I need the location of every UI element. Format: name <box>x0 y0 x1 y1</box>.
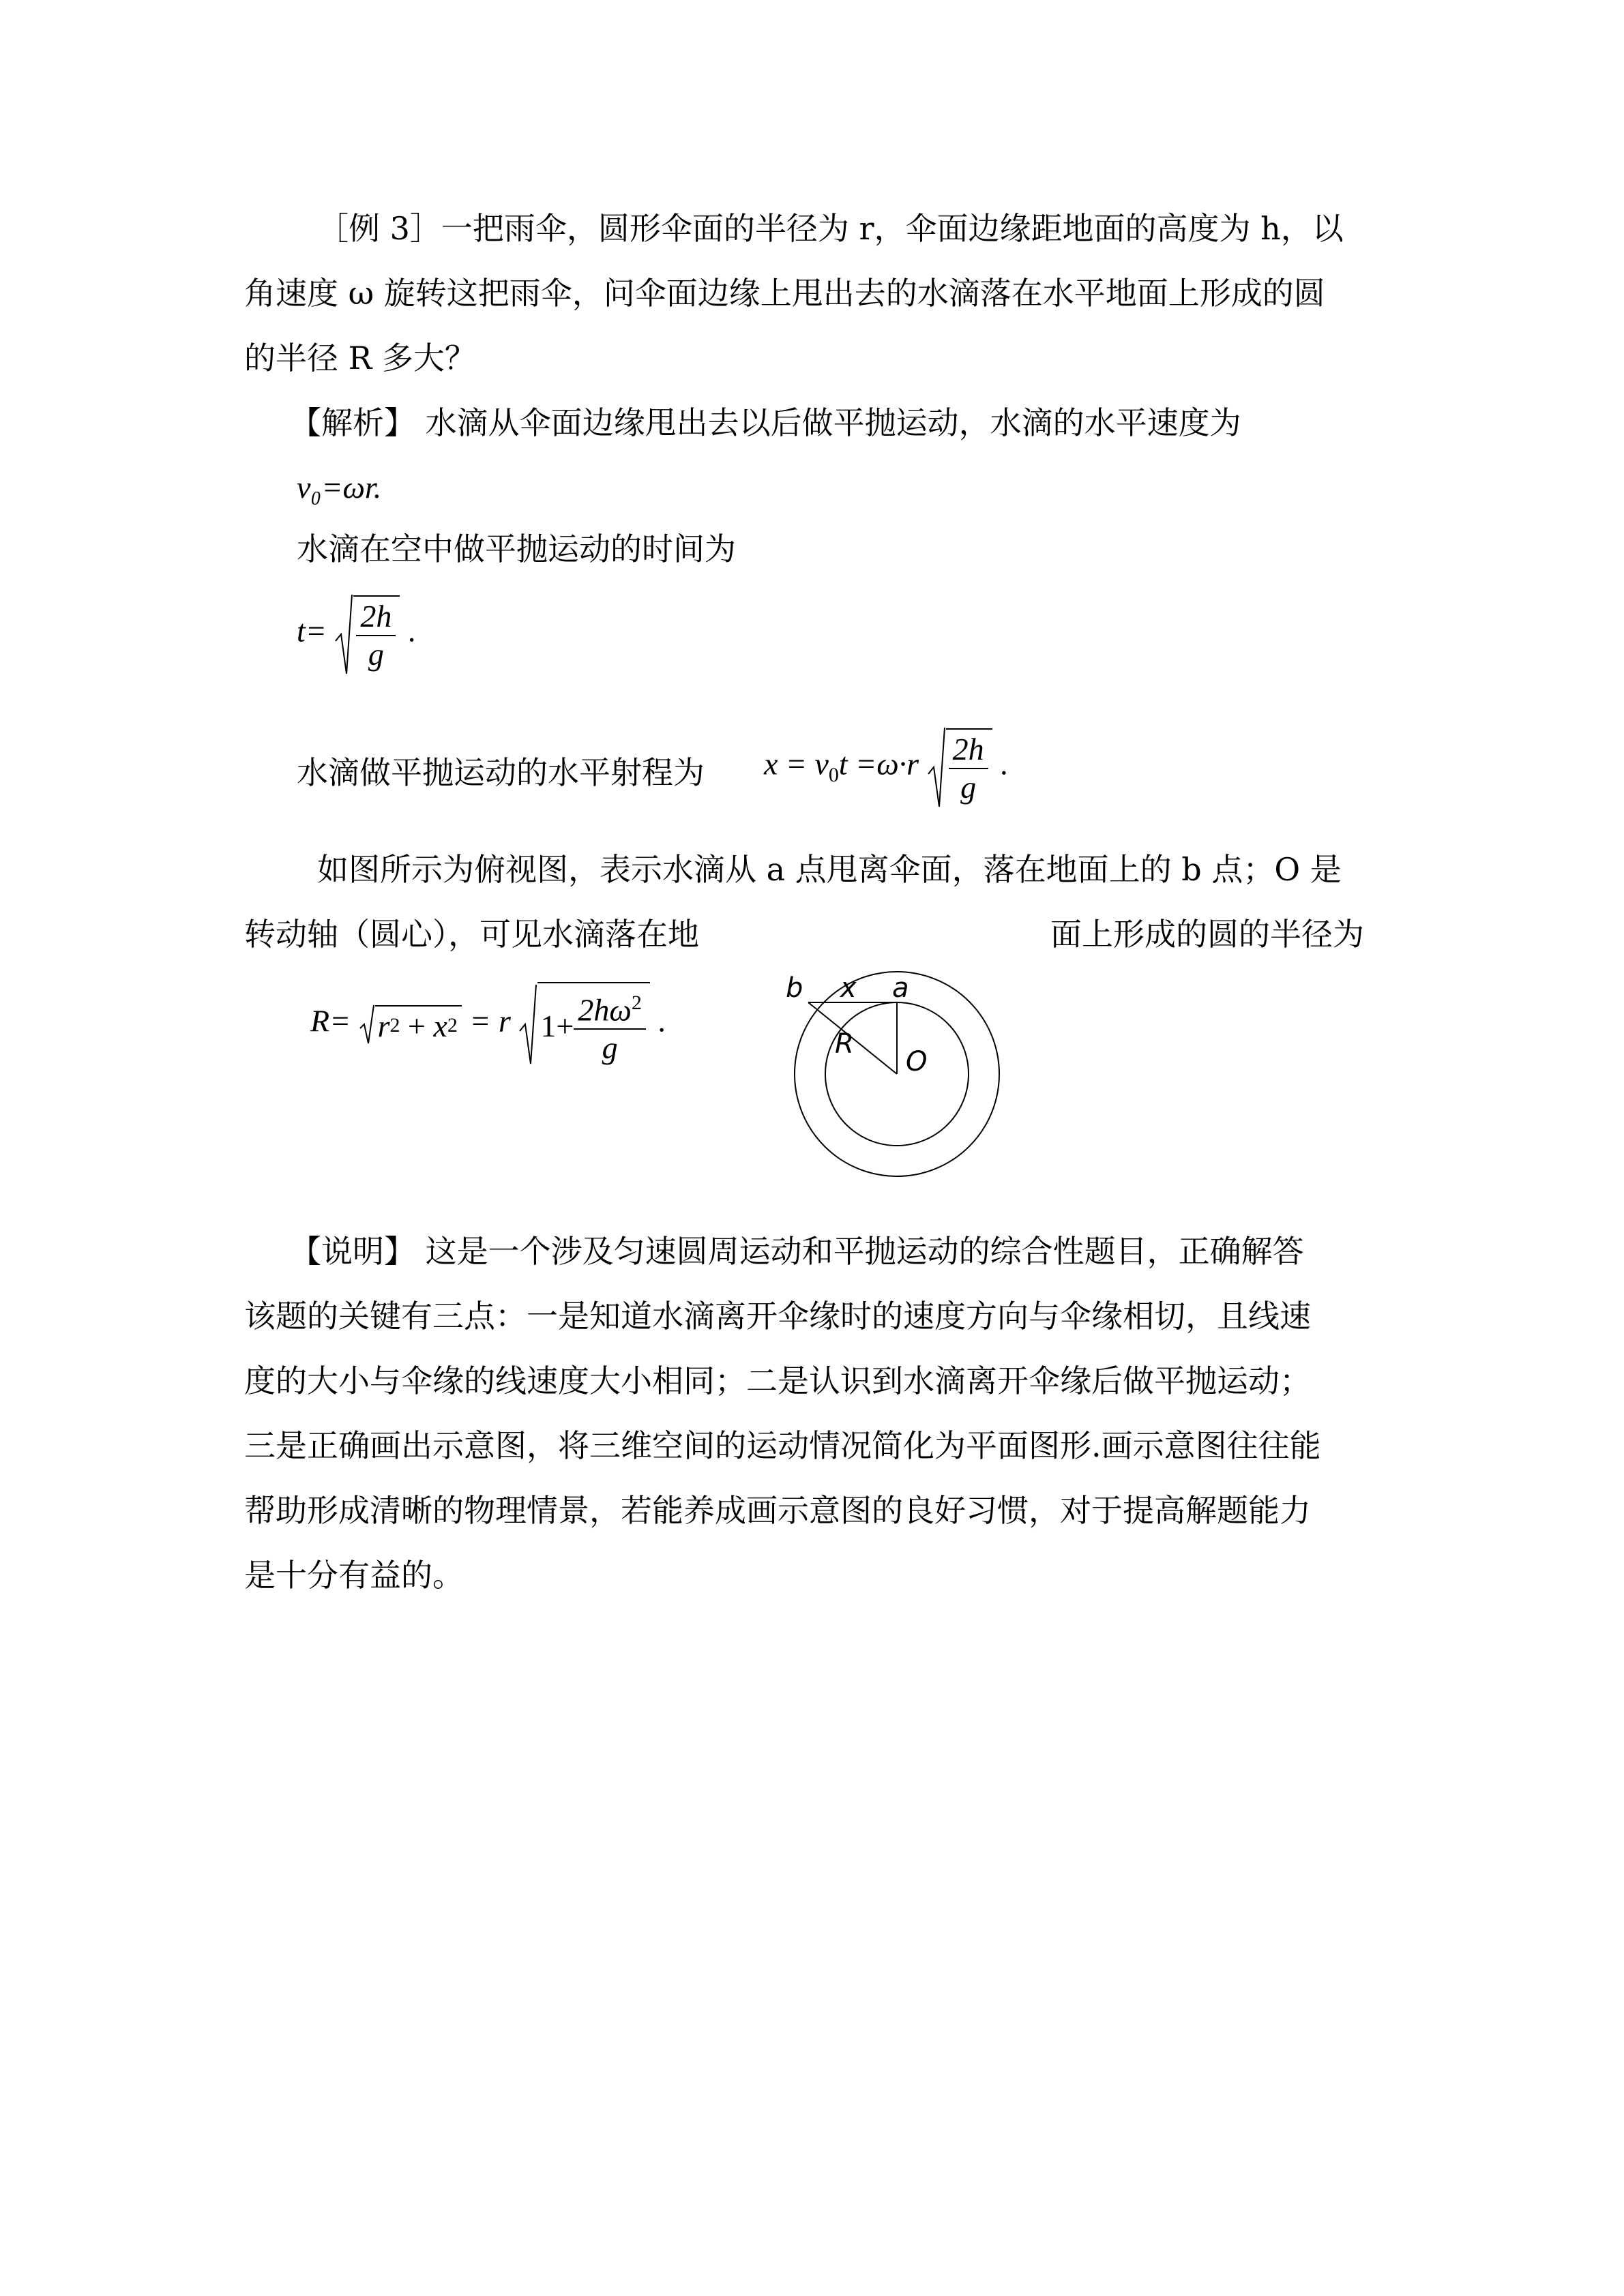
range-mid: t =ω·r <box>838 746 919 781</box>
radius-numerator: 2hω <box>578 992 632 1028</box>
radius-sqrt-2 <box>518 982 649 1067</box>
label-x: x <box>840 972 857 1004</box>
note-line-1: 【说明】 这是一个涉及匀速圆周运动和平抛运动的综合性题目，正确解答 <box>290 1233 1304 1270</box>
range-sub: 0 <box>828 763 839 786</box>
range-denominator: g <box>960 770 977 805</box>
radius-r: r <box>377 1008 390 1043</box>
range-period: . <box>1000 746 1008 781</box>
label-R: R <box>835 1028 854 1060</box>
time-denominator: g <box>368 637 384 672</box>
radius-period: . <box>658 1003 666 1039</box>
radius-x-exp: 2 <box>447 1014 458 1037</box>
radius-eq: = r <box>469 1003 511 1039</box>
range-text: 水滴做平抛运动的水平射程为 <box>297 754 705 791</box>
range-sqrt <box>927 726 992 808</box>
example-line-2: 角速度 ω 旋转这把雨伞，问伞面边缘上甩出去的水滴落在水平地面上形成的圆 <box>244 275 1325 312</box>
note-line-4: 三是正确画出示意图，将三维空间的运动情况简化为平面图形.画示意图往往能 <box>244 1427 1321 1464</box>
note-line-3: 度的大小与伞缘的线速度大小相同；二是认识到水滴离开伞缘后做平抛运动； <box>244 1362 1311 1399</box>
analysis-heading-line: 【解析】 水滴从伞面边缘甩出去以后做平抛运动，水滴的水平速度为 <box>290 404 1241 441</box>
radius-plus: + <box>408 1008 426 1043</box>
figure-description-line-2-right: 面上形成的圆的半径为 <box>1050 916 1364 953</box>
radius-formula <box>310 982 666 1067</box>
analysis-time-line: 水滴在空中做平抛运动的时间为 <box>297 531 736 567</box>
velocity-equation: v₀=ωr. <box>297 470 382 505</box>
time-numerator: 2h <box>356 598 396 636</box>
radius-omega-exp: 2 <box>631 992 642 1014</box>
time-lhs: t= <box>297 613 327 648</box>
top-view-diagram <box>778 968 1023 1187</box>
radius-x: x <box>433 1008 447 1043</box>
label-a: a <box>892 972 909 1004</box>
example-line-1: ［例 3］一把雨伞，圆形伞面的半径为 r，伞面边缘距地面的高度为 h，以 <box>317 210 1344 247</box>
range-lhs: x = v <box>764 746 829 781</box>
time-period: . <box>407 613 416 648</box>
time-formula <box>297 593 415 675</box>
range-formula <box>764 726 1008 808</box>
example-line-3: 的半径 R 多大？ <box>244 340 476 376</box>
radius-one: 1+ <box>540 1008 574 1043</box>
label-O: O <box>906 1046 928 1077</box>
radius-r-exp: 2 <box>389 1014 400 1037</box>
note-line-6: 是十分有益的。 <box>244 1557 464 1594</box>
time-sqrt <box>334 593 400 675</box>
label-b: b <box>786 972 803 1004</box>
note-line-2: 该题的关键有三点：一是知道水滴离开伞缘时的速度方向与伞缘相切，且线速 <box>244 1298 1311 1335</box>
note-line-5: 帮助形成清晰的物理情景，若能养成画示意图的良好习惯，对于提高解题能力 <box>244 1492 1311 1529</box>
radius-denominator: g <box>602 1030 618 1066</box>
figure-description-line-2-left: 转动轴（圆心），可见水滴落在地 <box>244 916 699 953</box>
radius-sqrt-1 <box>359 1004 462 1045</box>
range-numerator: 2h <box>949 731 988 769</box>
figure-description-line-1: 如图所示为俯视图，表示水滴从 a 点甩离伞面，落在地面上的 b 点；O 是 <box>317 851 1342 888</box>
radius-lhs: R= <box>310 1003 351 1039</box>
